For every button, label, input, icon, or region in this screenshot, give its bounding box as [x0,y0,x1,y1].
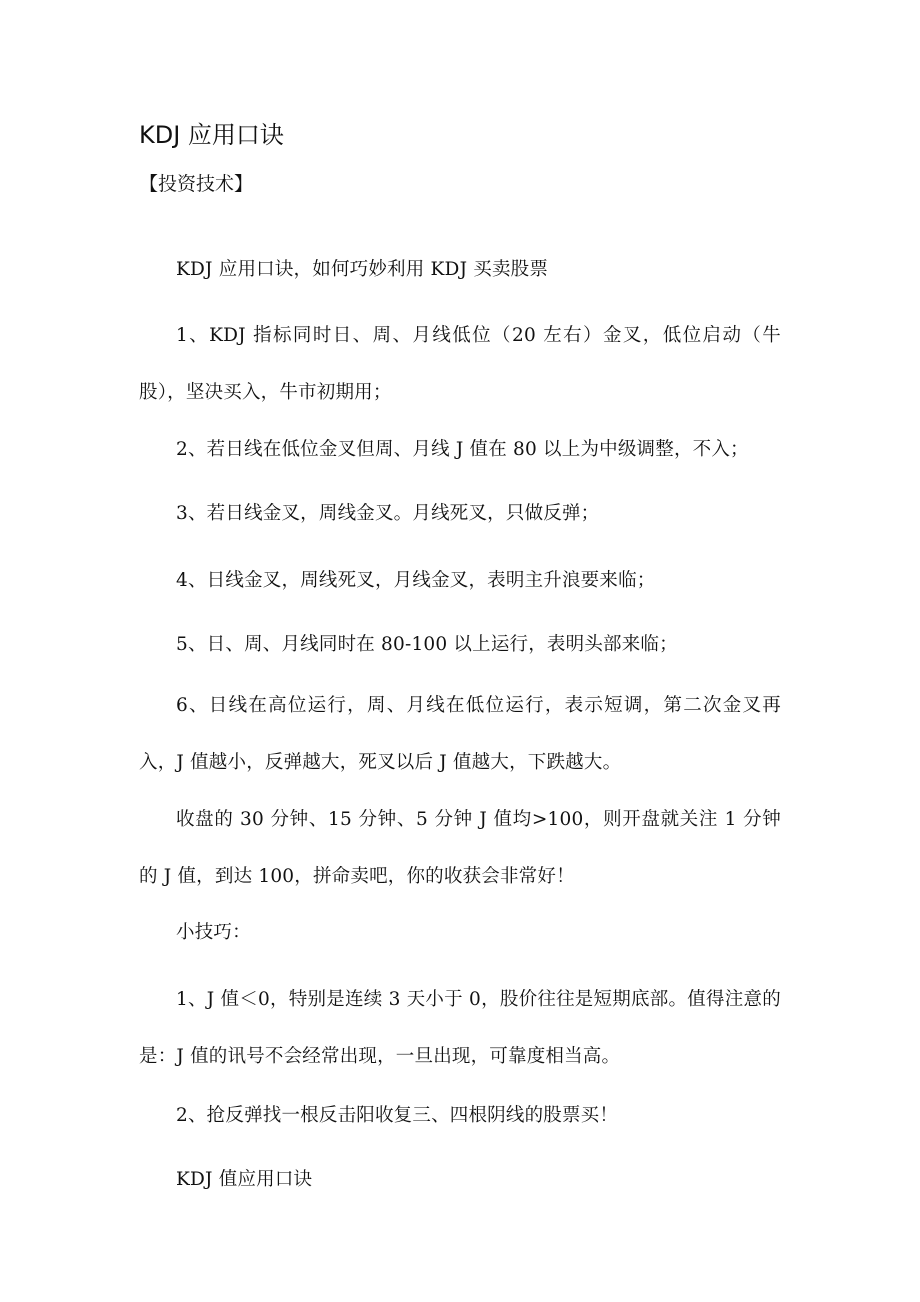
paragraph-section-heading: KDJ 值应用口诀 [176,1168,313,1190]
paragraph-closing-tip: 收盘的 30 分钟、15 分钟、5 分钟 J 值均>100，则开盘就关注 1 分钟的 J 值，到达 100，拼命卖吧，你的收获会非常好！ [139,808,781,887]
category-tag: 【投资技术】 [139,173,254,195]
paragraph-tip-1: 1、J 值＜0，特别是连续 3 天小于 0，股价往往是短期底部。值得注意的是：J 值的讯号不会经常出现，一旦出现，可靠度相当高。 [139,988,781,1067]
paragraph-rule-1: 1、KDJ 指标同时日、周、月线低位（20 左右）金叉，低位启动（牛股），坚决买入，牛市初期用； [139,324,781,403]
paragraph-rule-6: 6、日线在高位运行，周、月线在低位运行，表示短调，第二次金叉再入，J 值越小，反弹越大，死叉以后 J 值越大，下跌越大。 [139,694,781,773]
paragraph-intro: KDJ 应用口诀，如何巧妙利用 KDJ 买卖股票 [176,258,549,280]
paragraph-tips-heading: 小技巧： [176,921,251,943]
paragraph-rule-5: 5、日、周、月线同时在 80-100 以上运行，表明头部来临； [176,633,678,655]
paragraph-rule-2: 2、若日线在低位金叉但周、月线 J 值在 80 以上为中级调整，不入； [176,438,749,460]
document-title: KDJ 应用口诀 [139,121,284,149]
paragraph-rule-3: 3、若日线金叉，周线金叉。月线死叉，只做反弹； [176,502,600,524]
paragraph-tip-2: 2、抢反弹找一根反击阳收复三、四根阴线的股票买！ [176,1104,619,1126]
paragraph-rule-4: 4、日线金叉，周线死叉，月线金叉，表明主升浪要来临； [176,569,656,591]
